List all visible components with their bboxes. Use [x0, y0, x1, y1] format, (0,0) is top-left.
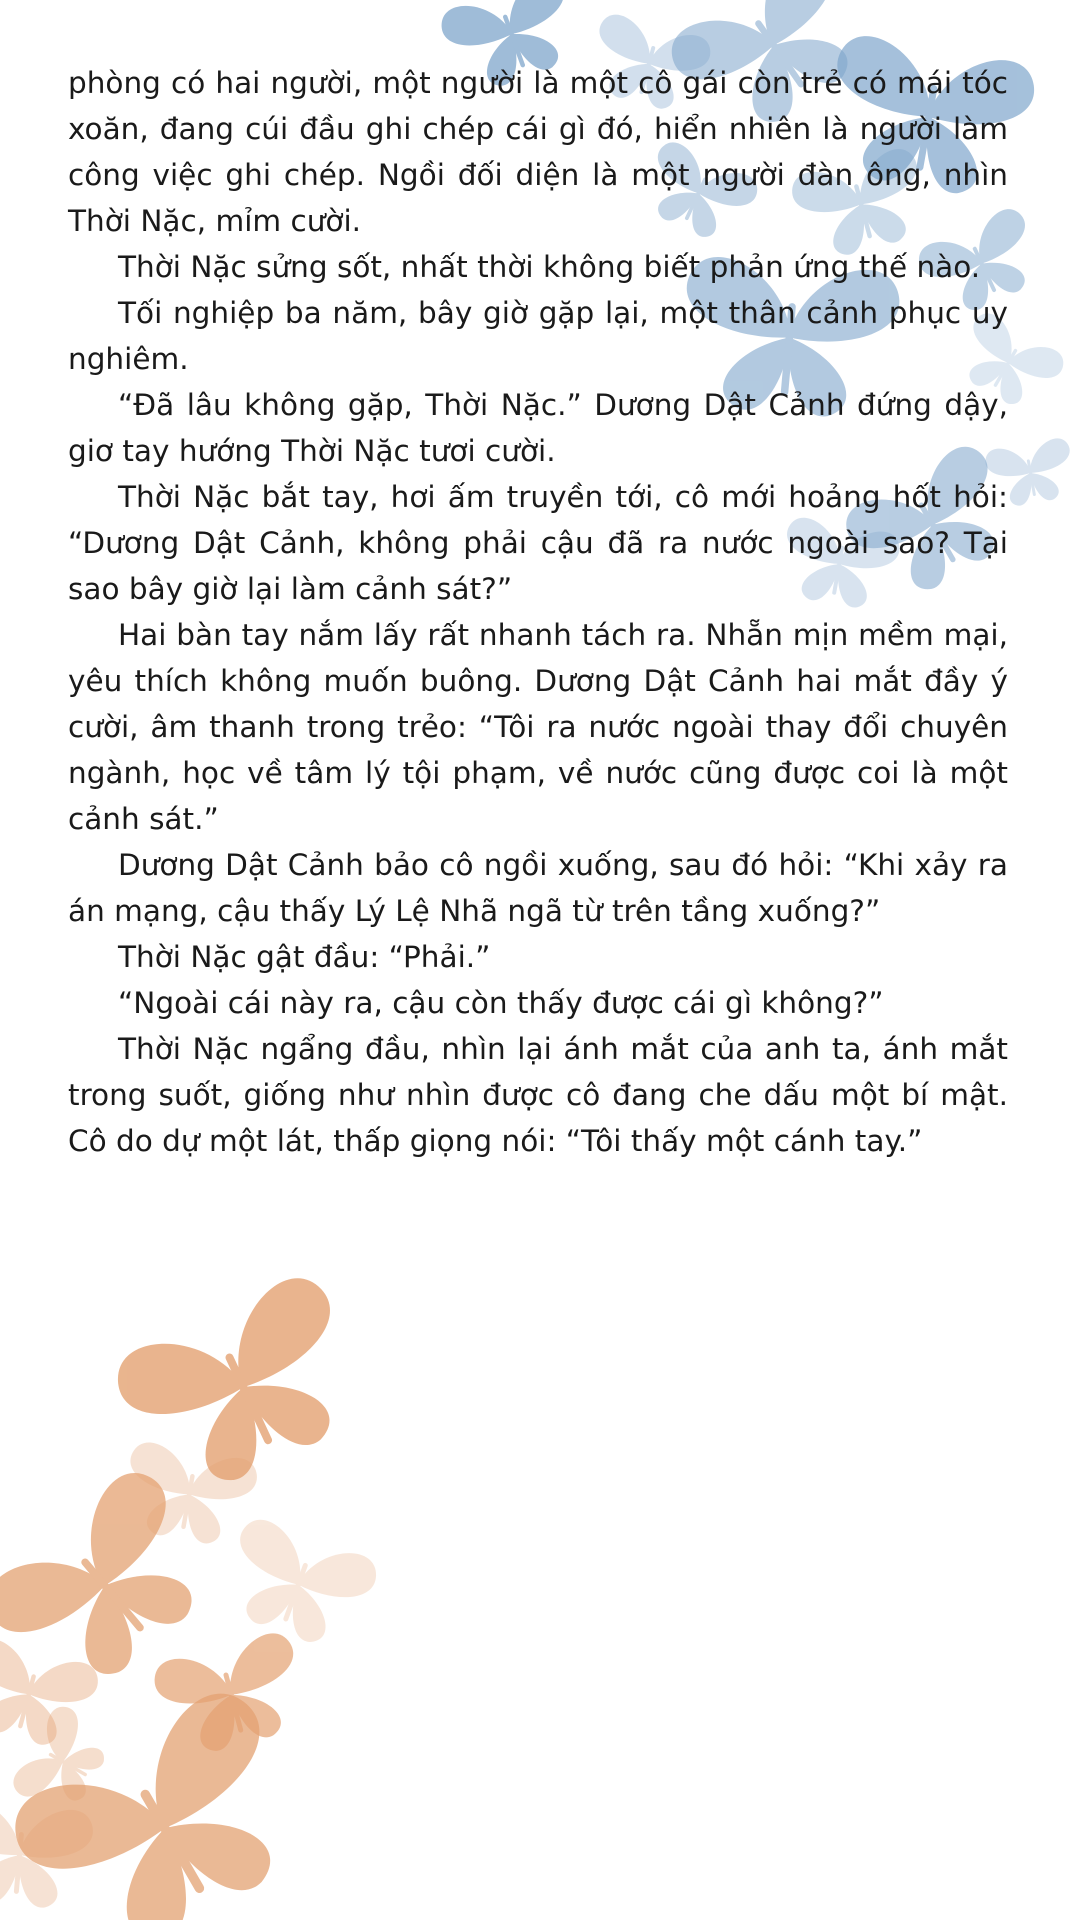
paragraph: Thời Nặc bắt tay, hơi ấm truyền tới, cô mới hoảng hốt hỏi: “Dương Dật Cảnh, không phải cậu đã ra nước ngoài sao? Tại sao bây giờ lại làm cảnh sát?”	[68, 480, 1008, 606]
paragraph: Thời Nặc ngẩng đầu, nhìn lại ánh mắt của anh ta, ánh mắt trong suốt, giống như nhìn được cô đang che dấu một bí mật. Cô do dự một lát, thấp giọng nói: “Tôi thấy một cánh tay.”	[68, 1032, 1008, 1158]
paragraph: Hai bàn tay nắm lấy rất nhanh tách ra. Nhẵn mịn mềm mại, yêu thích không muốn buông. Dương Dật Cảnh hai mắt đầy ý cười, âm thanh trong trẻo: “Tôi ra nước ngoài thay đổi chuyên ngành, học về tâm lý tội phạm, về nước cũng được coi là một cảnh sát.”	[68, 618, 1008, 836]
paragraph: phòng có hai người, một người là một cô gái còn trẻ có mái tóc xoăn, đang cúi đầu ghi chép cái gì đó, hiển nhiên là người làm công việc ghi chép. Ngồi đối diện là một người đàn ông, nhìn Thời Nặc, mỉm cười.	[68, 66, 1008, 238]
story-text	[68, 60, 1008, 1164]
paragraph: Thời Nặc gật đầu: “Phải.”	[118, 940, 491, 974]
paragraph: Thời Nặc sửng sốt, nhất thời không biết phản ứng thế nào.	[118, 250, 981, 284]
paragraph: “Đã lâu không gặp, Thời Nặc.” Dương Dật Cảnh đứng dậy, giơ tay hướng Thời Nặc tươi cười.	[68, 388, 1008, 468]
paragraph: “Ngoài cái này ra, cậu còn thấy được cái gì không?”	[118, 986, 884, 1020]
orange-butterflies	[0, 1267, 382, 1920]
paragraph: Dương Dật Cảnh bảo cô ngồi xuống, sau đó hỏi: “Khi xảy ra án mạng, cậu thấy Lý Lệ Nhã ngã từ trên tầng xuống?”	[68, 848, 1008, 928]
paragraph: Tối nghiệp ba năm, bây giờ gặp lại, một thân cảnh phục uy nghiêm.	[68, 296, 1008, 376]
